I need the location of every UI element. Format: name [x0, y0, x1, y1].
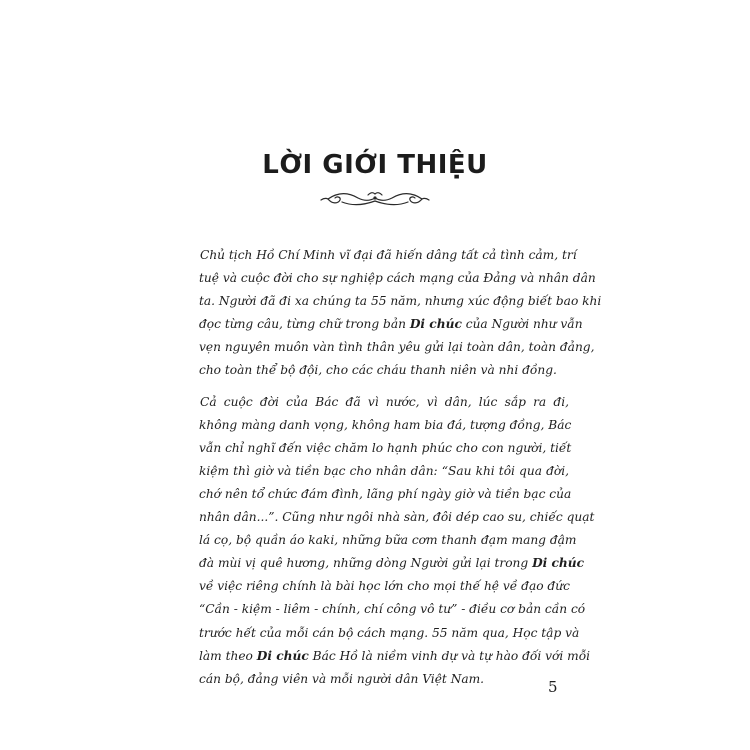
text-segment: tuệ và cuộc đời cho sự nghiệp cách mạng của Đảng và nhân dân	[199, 271, 596, 286]
page-number: 5	[548, 678, 558, 696]
text-segment: cán bộ, đảng viên và mỗi người dân Việt Nam.	[199, 671, 485, 686]
text-line	[199, 483, 572, 506]
text-line	[199, 244, 577, 267]
text-segment: Cả cuộc đời của Bác đã vì nước, vì dân, lúc sắp ra đi,	[200, 394, 569, 409]
text-segment: vẫn chỉ nghĩ đến việc chăm lo hạnh phúc cho con người, tiết	[199, 440, 572, 455]
emphasized-text: Di chúc	[256, 648, 309, 663]
text-line	[199, 552, 585, 575]
text-segment: vẹn nguyên muôn vàn tình thân yêu gửi lại toàn dân, toàn đảng,	[199, 340, 595, 355]
text-line	[199, 267, 596, 290]
paragraph	[199, 244, 602, 383]
text-line	[199, 414, 572, 437]
text-segment: trước hết của mỗi cán bộ cách mạng. 55 năm qua, Học tập và	[199, 625, 580, 640]
emphasized-text: Di chúc	[409, 317, 462, 332]
scroll-flourish-icon	[318, 188, 432, 210]
text-line	[199, 622, 580, 645]
text-segment: đọc từng câu, từng chữ trong bản	[199, 317, 410, 332]
text-line	[199, 575, 569, 598]
text-segment: chớ nên tổ chức đám đình, lãng phí ngày giờ và tiền bạc của	[199, 486, 572, 501]
text-segment: về việc riêng chính là bài học lớn cho mọi thế hệ về đạo đức	[199, 579, 570, 594]
text-segment: làm theo	[199, 648, 257, 663]
text-segment: của Người như vẫn	[461, 317, 583, 332]
text-line	[199, 437, 572, 460]
text-line	[199, 290, 602, 313]
text-segment: ta. Người đã đi xa chúng ta 55 năm, nhưng xúc động biết bao khi	[199, 294, 602, 309]
text-line	[199, 336, 595, 359]
text-line	[199, 359, 569, 382]
emphasized-text: Di chúc	[532, 556, 585, 571]
text-line	[199, 391, 569, 414]
page-title: LỜI GIỚI THIỆU	[262, 150, 488, 180]
text-segment: kiệm thì giờ và tiền bạc cho nhân dân: “Sau khi tôi qua đời,	[199, 463, 569, 478]
text-line	[199, 313, 583, 336]
text-segment: “Cần - kiệm - liêm - chính, chí công vô tư” - điều cơ bản cần có	[199, 602, 586, 617]
text-segment: cho toàn thể bộ đội, cho các cháu thanh niên và nhi đồng.	[199, 363, 557, 378]
text-segment: Bác Hồ là niềm vinh dự và tự hào đối với mỗi	[308, 648, 591, 663]
text-segment: không màng danh vọng, không ham bia đá, tượng đồng, Bác	[199, 417, 572, 432]
paragraph	[199, 391, 595, 691]
text-segment: nhân dân...”. Cũng như ngôi nhà sàn, đôi dép cao su, chiếc quạt	[199, 510, 595, 525]
text-segment: lá cọ, bộ quần áo kaki, những bữa cơm thanh đạm mang đậm	[199, 533, 577, 548]
text-line	[199, 598, 586, 621]
text-line	[199, 668, 569, 691]
text-line	[199, 645, 591, 668]
text-line	[199, 460, 569, 483]
text-segment: đà mùi vị quê hương, những dòng Người gửi lại trong	[199, 556, 533, 571]
text-segment: Chủ tịch Hồ Chí Minh vĩ đại đã hiến dâng tất cả tình cảm, trí	[200, 248, 577, 262]
introduction-body	[199, 244, 602, 691]
text-line	[199, 506, 595, 529]
text-line	[199, 529, 577, 552]
